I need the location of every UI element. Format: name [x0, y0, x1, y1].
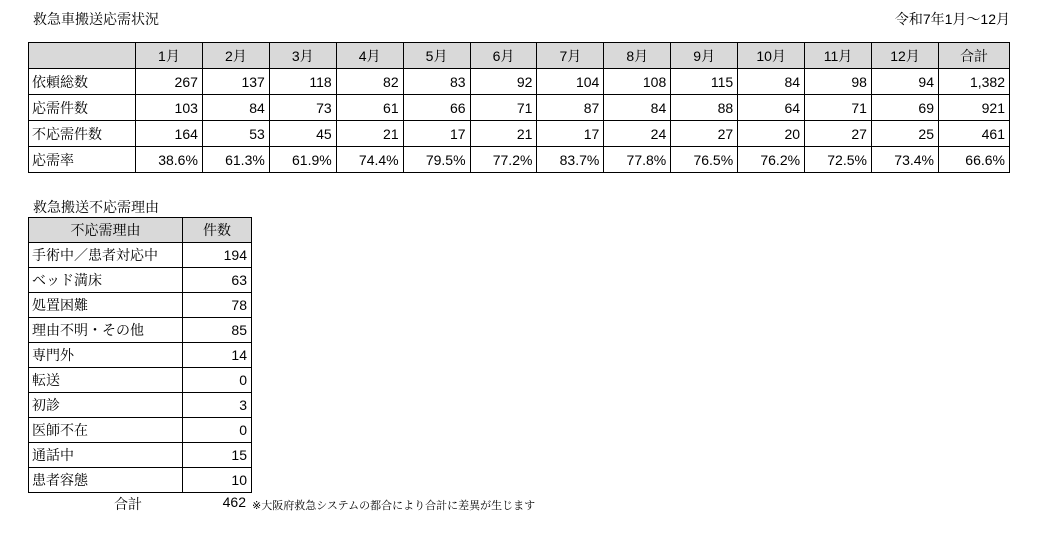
cell-value: 61.3% — [202, 147, 269, 173]
row-label: 手術中／患者対応中 — [29, 243, 183, 268]
cell-value: 74.4% — [336, 147, 403, 173]
cell-value: 3 — [183, 393, 252, 418]
cell-value: 104 — [537, 69, 604, 95]
table-row — [29, 268, 252, 293]
column-header: 8月 — [604, 43, 671, 69]
cell-value: 461 — [939, 121, 1010, 147]
column-header: 9月 — [671, 43, 738, 69]
row-label: 初診 — [29, 393, 183, 418]
cell-value: 66 — [403, 95, 470, 121]
table-row — [29, 69, 1010, 95]
cell-value: 267 — [136, 69, 203, 95]
response-table-header-row — [29, 43, 1010, 69]
cell-value: 72.5% — [805, 147, 872, 173]
row-label: 専門外 — [29, 343, 183, 368]
table-row — [29, 368, 252, 393]
row-label: 依頼総数 — [29, 69, 136, 95]
table-row — [29, 393, 252, 418]
reason-total-value: 462 — [222, 494, 246, 510]
cell-value: 921 — [939, 95, 1010, 121]
cell-value: 84 — [738, 69, 805, 95]
row-label: 不応需件数 — [29, 121, 136, 147]
column-header: 合計 — [939, 43, 1010, 69]
cell-value: 73.4% — [871, 147, 938, 173]
cell-value: 194 — [183, 243, 252, 268]
cell-value: 69 — [871, 95, 938, 121]
cell-value: 15 — [183, 443, 252, 468]
cell-value: 45 — [269, 121, 336, 147]
cell-value: 118 — [269, 69, 336, 95]
column-header — [29, 43, 136, 69]
cell-value: 77.8% — [604, 147, 671, 173]
cell-value: 17 — [537, 121, 604, 147]
column-header: 4月 — [336, 43, 403, 69]
row-label: 通話中 — [29, 443, 183, 468]
cell-value: 92 — [470, 69, 537, 95]
table-row — [29, 293, 252, 318]
reason-table — [28, 217, 252, 493]
cell-value: 76.2% — [738, 147, 805, 173]
cell-value: 94 — [871, 69, 938, 95]
column-header: 3月 — [269, 43, 336, 69]
table-row — [29, 147, 1010, 173]
reason-table-title: 救急搬送不応需理由 — [33, 199, 159, 215]
cell-value: 88 — [671, 95, 738, 121]
cell-value: 0 — [183, 418, 252, 443]
cell-value: 85 — [183, 318, 252, 343]
cell-value: 83.7% — [537, 147, 604, 173]
reason-table-header-row — [29, 218, 252, 243]
cell-value: 73 — [269, 95, 336, 121]
period-label: 令和7年1月～12月 — [894, 11, 1010, 27]
response-table — [28, 42, 1010, 173]
cell-value: 0 — [183, 368, 252, 393]
cell-value: 108 — [604, 69, 671, 95]
cell-value: 164 — [136, 121, 203, 147]
cell-value: 77.2% — [470, 147, 537, 173]
cell-value: 84 — [202, 95, 269, 121]
row-label: 転送 — [29, 368, 183, 393]
cell-value: 64 — [738, 95, 805, 121]
cell-value: 78 — [183, 293, 252, 318]
cell-value: 24 — [604, 121, 671, 147]
reason-total-label: 合計 — [114, 496, 142, 512]
cell-value: 84 — [604, 95, 671, 121]
column-header: 11月 — [805, 43, 872, 69]
cell-value: 10 — [183, 468, 252, 493]
table-row — [29, 468, 252, 493]
column-header: 不応需理由 — [29, 218, 183, 243]
row-label: 応需件数 — [29, 95, 136, 121]
cell-value: 79.5% — [403, 147, 470, 173]
cell-value: 21 — [336, 121, 403, 147]
response-table-title: 救急車搬送応需状況 — [33, 11, 159, 27]
row-label: 患者容態 — [29, 468, 183, 493]
column-header: 1月 — [136, 43, 203, 69]
cell-value: 61 — [336, 95, 403, 121]
cell-value: 27 — [805, 121, 872, 147]
table-row — [29, 95, 1010, 121]
column-header: 6月 — [470, 43, 537, 69]
row-label: 処置困難 — [29, 293, 183, 318]
cell-value: 61.9% — [269, 147, 336, 173]
table-row — [29, 418, 252, 443]
cell-value: 38.6% — [136, 147, 203, 173]
cell-value: 14 — [183, 343, 252, 368]
cell-value: 66.6% — [939, 147, 1010, 173]
cell-value: 71 — [470, 95, 537, 121]
cell-value: 115 — [671, 69, 738, 95]
column-header: 5月 — [403, 43, 470, 69]
cell-value: 53 — [202, 121, 269, 147]
row-label: ベッド満床 — [29, 268, 183, 293]
cell-value: 82 — [336, 69, 403, 95]
table-row — [29, 443, 252, 468]
cell-value: 27 — [671, 121, 738, 147]
cell-value: 21 — [470, 121, 537, 147]
cell-value: 1,382 — [939, 69, 1010, 95]
row-label: 応需率 — [29, 147, 136, 173]
cell-value: 103 — [136, 95, 203, 121]
cell-value: 71 — [805, 95, 872, 121]
table-row — [29, 243, 252, 268]
cell-value: 76.5% — [671, 147, 738, 173]
row-label: 理由不明・その他 — [29, 318, 183, 343]
cell-value: 98 — [805, 69, 872, 95]
column-header: 10月 — [738, 43, 805, 69]
row-label: 医師不在 — [29, 418, 183, 443]
cell-value: 83 — [403, 69, 470, 95]
cell-value: 87 — [537, 95, 604, 121]
table-row — [29, 318, 252, 343]
column-header: 7月 — [537, 43, 604, 69]
cell-value: 137 — [202, 69, 269, 95]
cell-value: 20 — [738, 121, 805, 147]
cell-value: 25 — [871, 121, 938, 147]
cell-value: 63 — [183, 268, 252, 293]
column-header: 2月 — [202, 43, 269, 69]
reason-total-note: ※大阪府救急システムの都合により合計に差異が生じます — [252, 500, 536, 512]
column-header: 件数 — [183, 218, 252, 243]
cell-value: 17 — [403, 121, 470, 147]
table-row — [29, 121, 1010, 147]
table-row — [29, 343, 252, 368]
column-header: 12月 — [871, 43, 938, 69]
